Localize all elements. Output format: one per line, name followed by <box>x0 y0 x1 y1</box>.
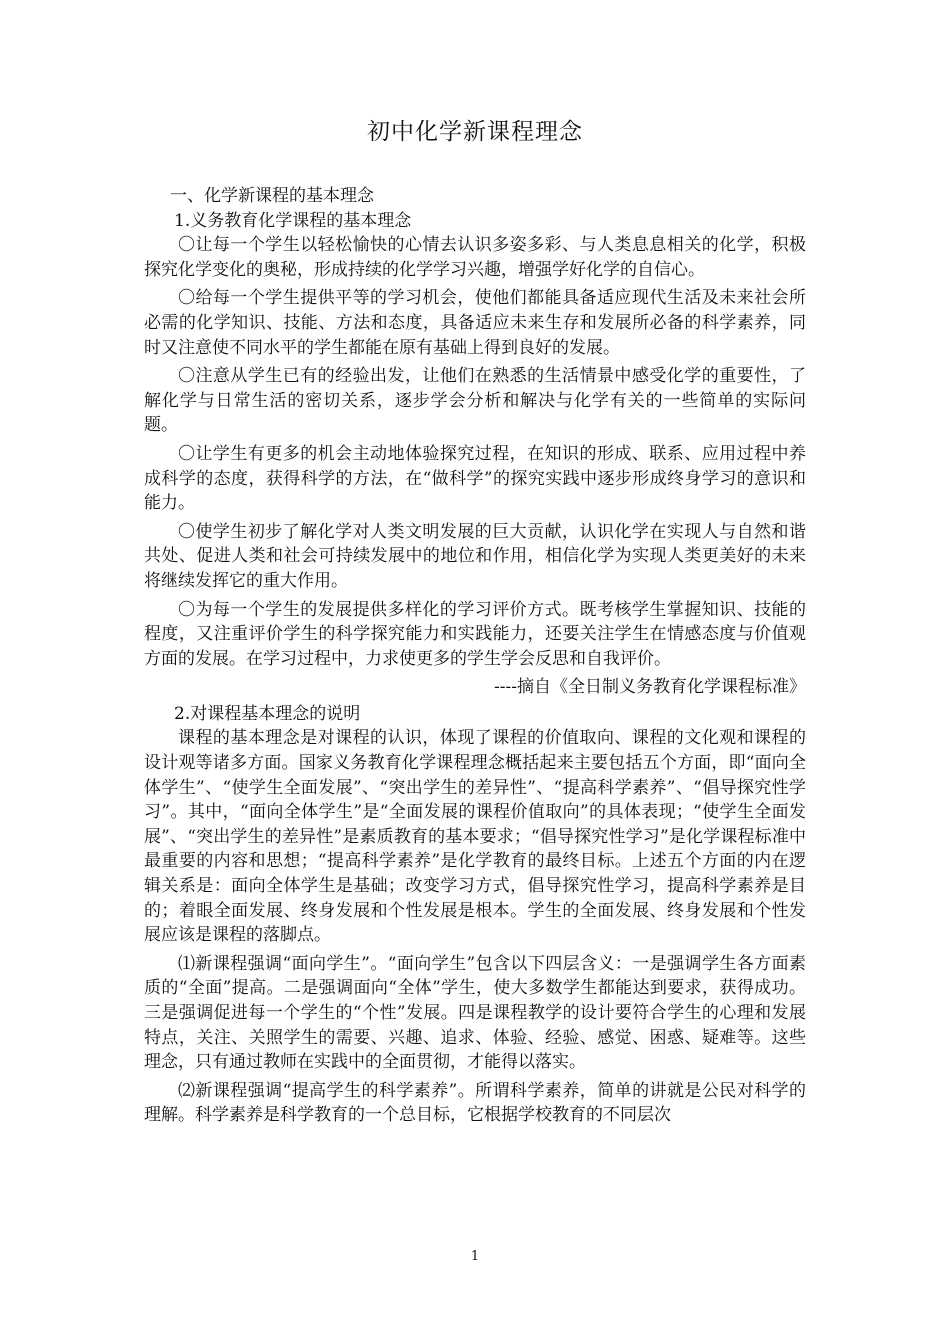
explanation-paragraph: ⑴新课程强调“面向学生”。“面向学生”包含以下四层含义：一是强调学生各方面素质的“全面”提高。二是强调面向“全体”学生，使大多数学生都能达到要求，获得成功。三是强调促进每一个学生的“个性”发展。四是课程教学的设计要符合学生的心理和发展特点，关注、关照学生的需要、兴趣、追求、体验、经验、感觉、困惑、疑难等。这些理念，只有通过教师在实践中的全面贯彻，才能得以落实。 <box>144 953 806 1073</box>
concept-paragraph: 〇使学生初步了解化学对人类文明发展的巨大贡献，认识化学在实现人与自然和谐共处、促进人类和社会可持续发展中的地位和作用，相信化学为实现人类更美好的未来将继续发挥它的重大作用。 <box>144 521 806 591</box>
page-title: 初中化学新课程理念 <box>367 119 583 145</box>
source-citation: ----摘自《全日制义务教育化学课程标准》 <box>494 677 806 698</box>
concept-paragraph: 〇让每一个学生以轻松愉快的心情去认识多姿多彩、与人类息息相关的化学，积极探究化学变化的奥秘，形成持续的化学学习兴趣，增强学好化学的自信心。 <box>144 235 806 280</box>
subsection-heading: 2.对课程基本理念的说明 <box>174 703 361 724</box>
page-number: 1 <box>470 1249 480 1264</box>
concept-paragraph: 〇为每一个学生的发展提供多样化的学习评价方式。既考核学生掌握知识、技能的程度，又注重评价学生的科学探究能力和实践能力，还要关注学生在情感态度与价值观方面的发展。在学习过程中，力求使更多的学生学会反思和自我评价。 <box>144 599 806 669</box>
explanation-paragraph: 课程的基本理念是对课程的认识，体现了课程的价值取向、课程的文化观和课程的设计观等诸多方面。国家义务教育化学课程理念概括起来主要包括五个方面，即“面向全体学生”、“使学生全面发展”、“突出学生的差异性”、“提高科学素养”、“倡导探究性学习”。其中，“面向全体学生”是“全面发展的课程价值取向”的具体表现；“使学生全面发展”、“突出学生的差异性”是素质教育的基本要求；“倡导探究性学习”是化学课程标准中最重要的内容和思想；“提高科学素养”是化学教育的最终目标。上述五个方面的内在逻辑关系是：面向全体学生是基础；改变学习方式，倡导探究性学习，提高科学素养是目的；着眼全面发展、终身发展和个性发展是根本。学生的全面发展、终身发展和个性发展应该是课程的落脚点。 <box>144 728 806 946</box>
section-heading: 一、化学新课程的基本理念 <box>170 186 374 206</box>
concept-paragraph: 〇注意从学生已有的经验出发，让他们在熟悉的生活情景中感受化学的重要性，了解化学与日常生活的密切关系，逐步学会分析和解决与化学有关的一些简单的实际问题。 <box>144 366 806 436</box>
concept-paragraph: 〇让学生有更多的机会主动地体验探究过程，在知识的形成、联系、应用过程中养成科学的态度，获得科学的方法，在“做科学”的探究实践中逐步形成终身学习的意识和能力。 <box>144 443 806 514</box>
explanation-paragraph: ⑵新课程强调“提高学生的科学素养”。所谓科学素养，简单的讲就是公民对科学的理解。科学素养是科学教育的一个总目标，它根据学校教育的不同层次 <box>144 1080 806 1126</box>
document-body <box>144 184 806 1132</box>
subsection-heading: 1.义务教育化学课程的基本理念 <box>174 210 412 231</box>
concept-paragraph: 〇给每一个学生提供平等的学习机会，使他们都能具备适应现代生活及未来社会所必需的化学知识、技能、方法和态度，具备适应未来生存和发展所必备的科学素养，同时又注意使不同水平的学生都能在原有基础上得到良好的发展。 <box>144 288 806 358</box>
